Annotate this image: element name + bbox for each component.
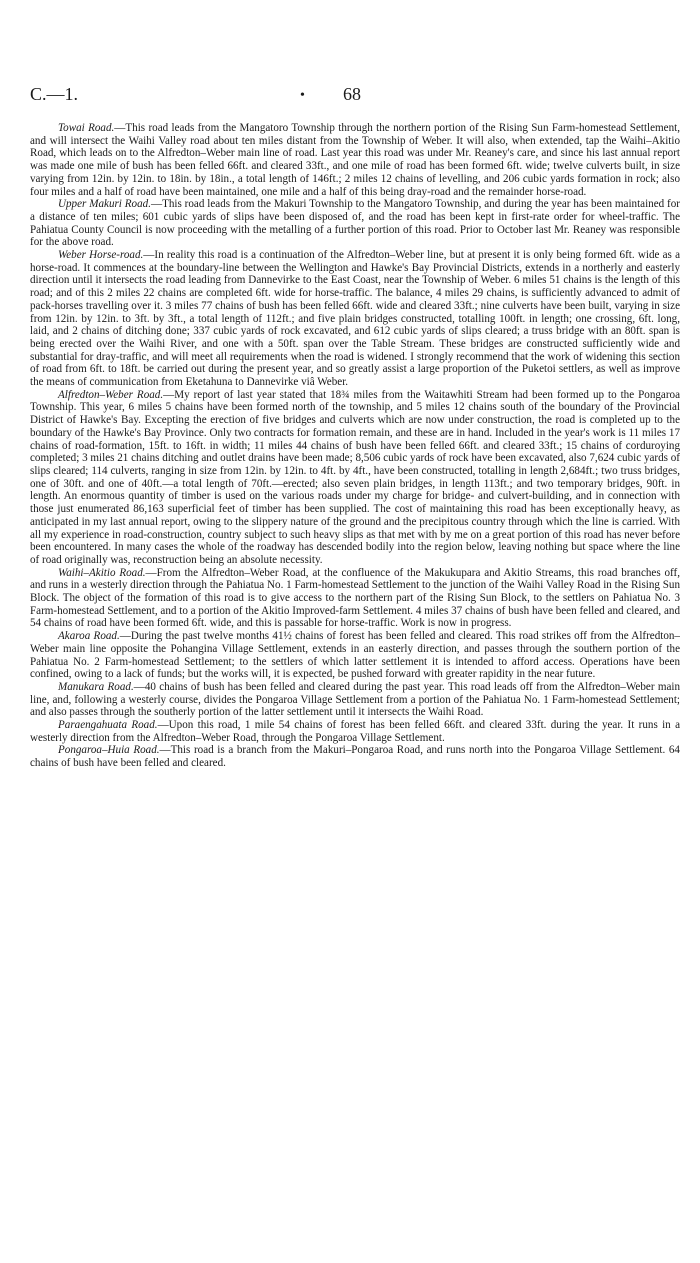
paragraph-text: —From the Alfredton–Weber Road, at the confluence of the Makukupara and Akitio Streams, this road branches off, and runs in a westerly direction through the Pahiatua No. 1 Farm-homestead Settlement to the junction of the Waihi Valley Road in the Rising Sun Block. The object of the formation of this road is to give access to the northern part of the Rising Sun Block, to the settlers on Pahiatua No. 3 Farm-homestead Settlement, and to a portion of the Akitio Improved-farm Settlement. 4 miles 37 chains of bush have been felled and cleared, and 54 chains of road have been formed 6ft. wide, and this is passable for horse-traffic. Work is now in progress. [30, 566, 680, 630]
road-title: Paraengahuata Road. [58, 719, 158, 732]
paragraph-pongaroa-huia-road [30, 744, 680, 769]
road-title: Pongaroa–Huia Road. [58, 744, 160, 757]
paragraph-upper-makuri-road [30, 198, 680, 249]
paragraph-text: —40 chains of bush has been felled and cleared during the past year. This road leads off from the Alfredton–Weber main line, and, following a westerly course, divides the Pongaroa Village Settlement from a portion of the Pahiatua No. 1 Farm-homestead Settlement; and also passes through the southerly portion of the latter settlement until it intersects the Waihi Road. [30, 680, 680, 719]
paragraph-text: —My report of last year stated that 18¾ miles from the Waitawhiti Stream had been formed up to the Pongaroa Township. This year, 6 miles 5 chains have been formed north of the township, and 5 miles 12 chains south of the boundary of the Provincial District of Hawke's Bay. Excepting the erection of five bridges and culverts which are now under construction, the road is completed up to the boundary of the Hawke's Bay Province. Only two contracts for formation remain, and these are in hand. Included in the year's work is 11 miles 17 chains of road-formation, 15ft. to 16ft. in width; 11 miles 44 chains of bush have been felled 66ft. and cleared 33ft.; 15 chains of corduroying completed; 3 miles 21 chains ditching and outlet drains have been made; 8,506 cubic yards of rock have been excavated, also 7,624 cubic yards of slips cleared; 114 culverts, ranging in size from 12in. by 12in. to 4ft. by 4ft., have been constructed, totalling in length 2,684ft.; two truss bridges, one of 30ft. and one of 40ft.—a total length of 70ft.—erected; also seven plain bridges, in length 113ft.; and two temporary bridges, 90ft. in length. An enormous quantity of timber is used on the various roads under my charge for bridge- and culvert-building, and in connection with those just enumerated 86,163 superficial feet of timber has been supplied. The cost of maintaining this road has been exceptionally heavy, as anticipated in my last annual report, owing to the slippery nature of the ground and the precipitous country through which the line is carried. With all my experience in road-construction, country subject to such heavy slips as that met with by me on a great portion of this road has never before been encountered. In many cases the whole of the roadway has descended bodily into the region below, leaving nothing but space where the line of road originally was, reconstruction being an absolute necessity. [30, 388, 680, 566]
report-body [30, 122, 680, 770]
paragraph-alfredton-weber-road [30, 389, 680, 567]
paragraph-weber-horse-road [30, 249, 680, 389]
road-title: Upper Makuri Road. [58, 198, 151, 211]
header-mark: • [300, 88, 305, 103]
page-header [30, 84, 680, 108]
road-title: Akaroa Road. [58, 630, 120, 643]
road-title: Towai Road. [58, 122, 115, 134]
document-reference: C.—1. [30, 84, 79, 104]
paragraph-paraengahuata-road [30, 719, 680, 744]
page-number: 68 [343, 84, 361, 104]
road-title: Weber Horse-road. [58, 249, 144, 262]
paragraph-text: —This road leads from the Mangatoro Township through the northern portion of the Rising Sun Farm-homestead Settlement, and will intersect the Waihi Valley road about ten miles distant from the Township of Weber. It will also, when extended, tap the Waihi–Akitio Road, which leads on to the Alfredton–Weber main line of road. Last year this road was under Mr. Reaney's care, and since his last annual report was made one mile of bush has been felled 66ft. and cleared 33ft., and one mile of road has been formed 6ft. wide; twelve culverts built, in size varying from 12in. by 12in. to 18in. by 18in., a total length of 146ft.; 2 miles 12 chains of levelling, and 206 cubic yards formation in rock; also four miles and a half of road have been maintained, one mile and a half of this being dray-road and the remainder horse-road. [30, 122, 680, 198]
paragraph-text: —In reality this road is a continuation of the Alfredton–Weber line, but at present it is only being formed 6ft. wide as a horse-road. It commences at the boundary-line between the Wellington and Hawke's Bay Provincial Districts, extends in a northerly and easterly direction until it intersects the road leading from Dannevirke to the East Coast, near the Township of Weber. 6 miles 51 chains is the length of this road; and of this 2 miles 22 chains are completed 6ft. wide for horse-traffic. The balance, 4 miles 29 chains, is sufficiently advanced to admit of pack-horses travelling over it. 3 miles 77 chains of bush has been felled 66ft. wide and cleared 33ft.; nine culverts have been built, varying in size from 12in. by 12in. to 3ft. by 3ft., a total length of 112ft.; and five plain bridges constructed, totalling 100ft. in length; one crossing, 6ft. long, laid, and 2 chains of ditching done; 337 cubic yards of rock excavated, and 612 cubic yards of slips cleared; a truss bridge with an 80ft. span is being erected over the Waihi River, and one with a 50ft. span over the Table Stream. These bridges are constructed sufficiently wide and substantial for dray-traffic, and will meet all requirements when the road is widened. I strongly recommend that the work of widening this section of road from 6ft. to 18ft. be carried out during the present year, and so greatly assist a large proportion of the Puketoi settlers, as well as improve the means of communication from Eketahuna to Dannevirke viâ Weber. [30, 249, 680, 389]
paragraph-waihi-akitio-road [30, 567, 680, 631]
road-title: Manukara Road. [58, 680, 134, 693]
paragraph-manukara-road [30, 681, 680, 719]
paragraph-towai-road [30, 122, 680, 198]
paragraph-text: —This road is a branch from the Makuri–Pongaroa Road, and runs north into the Pongaroa Village Settlement. 64 chains of bush have been felled and cleared. [30, 744, 680, 770]
paragraph-akaroa-road [30, 630, 680, 681]
paragraph-text: —This road leads from the Makuri Township to the Mangatoro Township, and during the year has been maintained for a distance of ten miles; 601 cubic yards of slips have been disposed of, and the road has been kept in first-rate order for wheel-traffic. The Pahiatua County Council is now proceeding with the metalling of a further portion of this road. Prior to October last Mr. Reaney was responsible for the above road. [30, 198, 680, 249]
road-title: Waihi–Akitio Road. [58, 566, 146, 579]
paragraph-text: —Upon this road, 1 mile 54 chains of forest has been felled 66ft. and cleared 33ft. during the year. It runs in a westerly direction from the Alfredton–Weber Road, through the Pongaroa Village Settlement. [30, 719, 680, 744]
paragraph-text: —During the past twelve months 41½ chains of forest has been felled and cleared. This road strikes off from the Alfredton–Weber main line opposite the Pohangina Village Settlement, extends in an easterly direction, and passes through the southern portion of the Pahiatua No. 2 Farm-homestead Settlement; to the settlers of which latter settlement it is intended to afford access. Operations have been confined, owing to a lack of funds; but the works will, it is expected, be pushed forward with greater rapidity in the near future. [30, 630, 680, 681]
road-title: Alfredton–Weber Road. [58, 388, 164, 401]
